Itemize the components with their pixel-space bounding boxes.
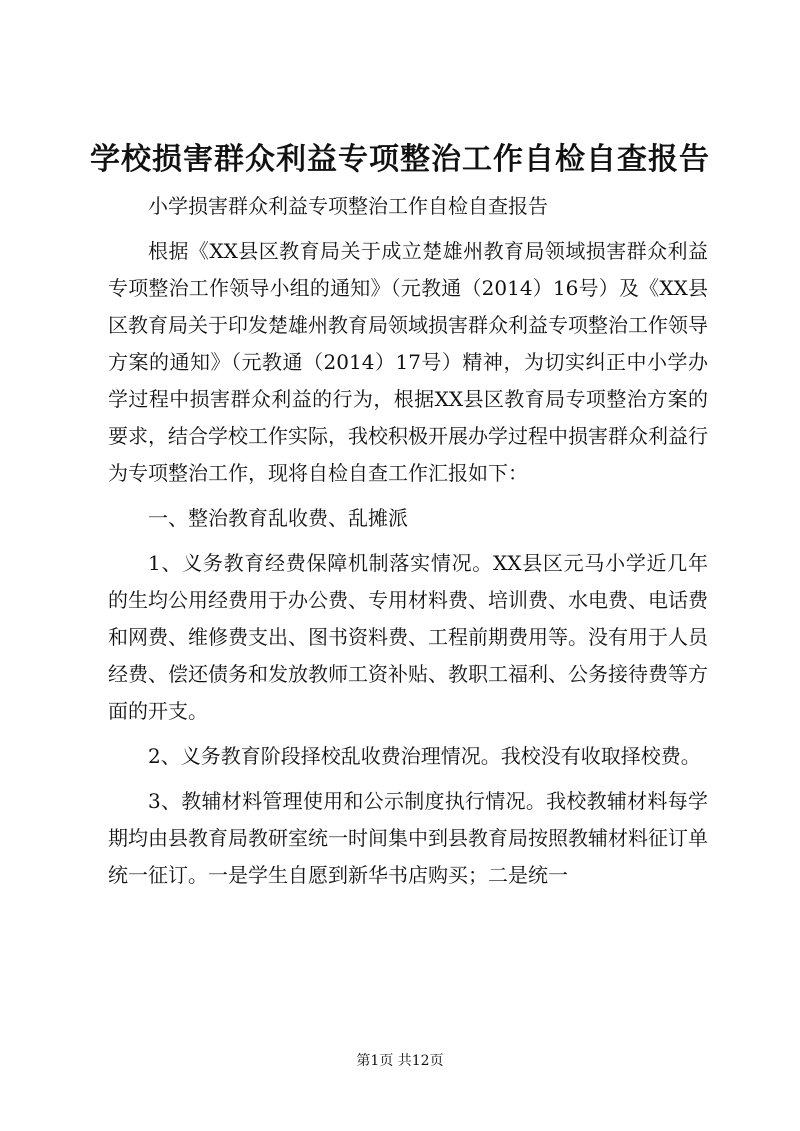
item-paragraph-3: 3、教辅材料管理使用和公示制度执行情况。我校教辅材料每学期均由县教育局教研室统一时间集中到县教育局按照教辅材料征订单统一征订。一是学生自愿到新华书店购买；二是统一 bbox=[108, 789, 708, 887]
item-paragraph-2: 2、义务教育阶段择校乱收费治理情况。我校没有收取择校费。 bbox=[148, 744, 701, 768]
intro-paragraph: 根据《XX县区教育局关于成立楚雄州教育局领域损害群众利益专项整治工作领导小组的通知》（元教通（2014）16号）及《XX县区教育局关于印发楚雄州教育局领域损害群众利益专项整治工作领导方案的通知》（元教通（2014）17号）精神，为切实纠正中小学办学过程中损害群众利益的行为，根据XX县区教育局专项整治方案的要求，结合学校工作实际，我校积极开展办学过程中损害群众利益行为专项整治工作，现将自检自查工作汇报如下： bbox=[108, 239, 708, 485]
item-paragraph-1: 1、义务教育经费保障机制落实情况。XX县区元马小学近几年的生均公用经费用于办公费、专用材料费、培训费、水电费、电话费和网费、维修费支出、图书资料费、工程前期费用等。没有用于人员经费、偿还债务和发放教师工资补贴、教职工福利、公务接待费等方面的开支。 bbox=[108, 551, 708, 723]
page-footer: 第1页 共12页 bbox=[356, 1053, 444, 1069]
subtitle-paragraph: 小学损害群众利益专项整治工作自检自查报告 bbox=[148, 194, 548, 218]
document-title: 学校损害群众利益专项整治工作自检自查报告 bbox=[90, 142, 710, 177]
document-body bbox=[108, 188, 708, 894]
section-heading: 一、整治教育乱收费、乱摊派 bbox=[148, 506, 408, 530]
